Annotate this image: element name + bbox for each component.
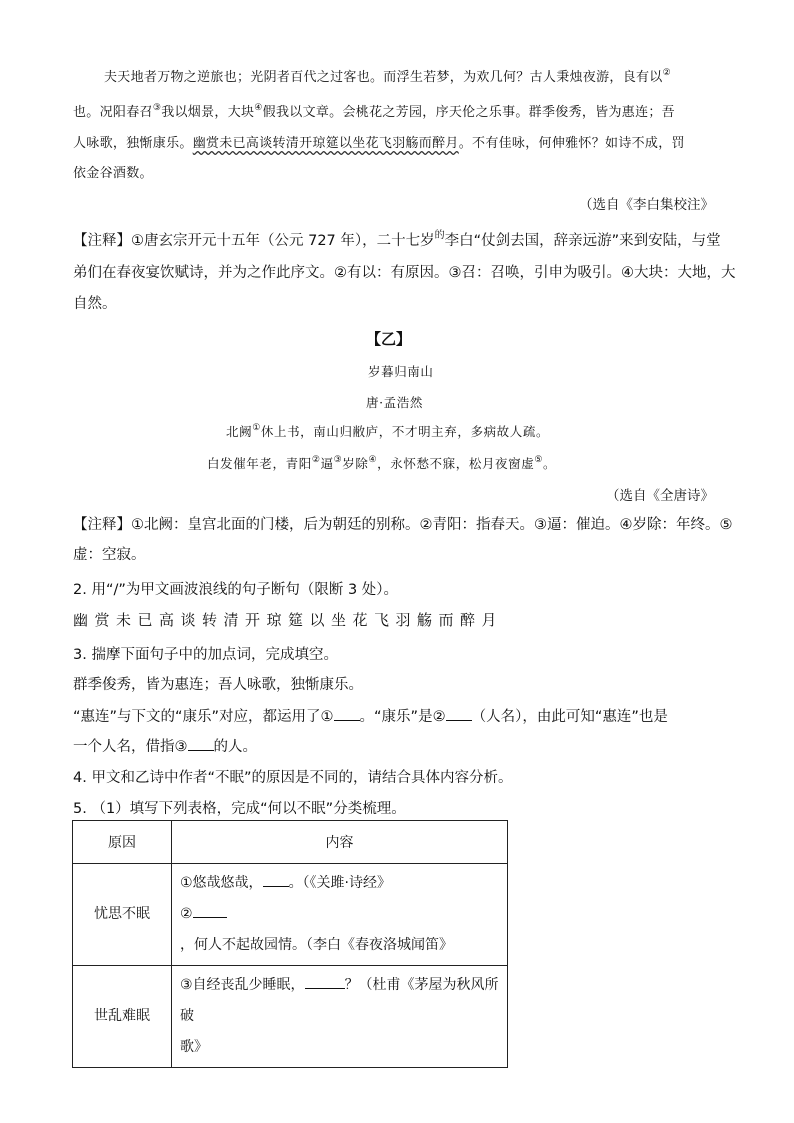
question-3-fill-line-2 (73, 735, 257, 756)
jia-text: 假我以文章。会桃花之芳园，序天伦之乐事。群季俊秀，皆为惠连；吾 (262, 105, 675, 120)
note-text: 【注释】①唐玄宗开元十五年（公元 727 年），二十七岁 (73, 232, 435, 249)
yi-source: （选自《全唐诗》 (606, 488, 714, 504)
answer-blank-2[interactable] (446, 706, 472, 721)
poem-text: 逼 (320, 456, 334, 471)
table-row-2-line-2: 歌》 (180, 1039, 208, 1055)
fill-text: “惠连”与下文的“康乐”对应，都运用了① (73, 709, 334, 725)
poem-text: 北阙 (226, 424, 253, 439)
table-row-1-reason: 忧思不眠 (73, 864, 172, 966)
poem-line-1 (226, 422, 549, 440)
table-header-row (73, 821, 508, 864)
footnote-marker: ③ (152, 102, 162, 113)
fill-text: 的人。 (213, 739, 257, 755)
table-row-2-content (172, 966, 508, 1068)
table-header-content: 内容 (172, 821, 508, 864)
note1-line-2: 弟们在春夜宴饮赋诗，并为之作此序文。②有以：有原因。③召：召唤，引申为吸引。④大块：大地，大 (73, 265, 736, 281)
footnote-marker: ④ (368, 454, 378, 465)
note1-line-3: 自然。 (73, 296, 117, 312)
poem-text: 休上书，南山归敝庐，不才明主弃，多病故人疏。 (260, 424, 550, 439)
cell-text: ② (180, 906, 193, 922)
fill-text: （人名），由此可知“惠连”也是 (471, 709, 668, 725)
wavy-underlined-sentence: 幽赏未已高谈转清开琼筵以坐花飞羽觞而醉月 (192, 136, 459, 151)
poem-text: 白发催年老，青阳 (207, 456, 312, 471)
footnote-marker: ① (252, 422, 261, 433)
poem-title: 岁暮归南山 (368, 364, 434, 379)
jia-text: 我以烟景，大块 (161, 105, 255, 120)
question-2-characters: 幽赏未已高谈转清开琼筵以坐花飞羽觞而醉月 (73, 611, 504, 629)
question-3-fill-line-1 (73, 705, 668, 726)
answer-blank-6[interactable] (305, 974, 345, 989)
question-3: 3. 揣摩下面句子中的加点词，完成填空。 (73, 647, 338, 663)
table-row (73, 966, 508, 1068)
answer-blank-5[interactable] (193, 903, 227, 918)
jia-text: 也。况阳春召 (73, 105, 153, 120)
question-5: 5. （1）填写下列表格，完成“何以不眠”分类梳理。 (73, 801, 406, 817)
footnote-marker: ④ (254, 102, 263, 113)
poem-author: 唐·孟浩然 (366, 395, 423, 410)
table-row (73, 864, 508, 966)
classification-table (72, 820, 508, 1068)
question-4: 4. 甲文和乙诗中作者“不眠”的原因是不同的，请结合具体内容分析。 (73, 770, 513, 786)
table-row-2-line-1 (180, 970, 499, 1032)
note2-line-1: 【注释】①北阙：皇宫北面的门楼，后为朝廷的别称。②青阳：指春天。③逼：催迫。④岁除：年终。⑤ (73, 517, 733, 533)
cell-text: ，何人不起故园情。（李白《春夜洛城闻笛》 (180, 937, 453, 953)
table-row-1-line-2 (180, 899, 499, 961)
fill-text: 。“康乐”是② (359, 709, 446, 725)
jia-source: （选自《李白集校注》 (579, 197, 714, 213)
jia-text: 。不有佳咏，何伸雅怀？如诗不成，罚 (458, 136, 685, 151)
answer-blank-3[interactable] (188, 736, 214, 751)
footnote-marker: ③ (333, 454, 343, 465)
jia-line-1 (104, 66, 671, 85)
table-row-1-content (172, 864, 508, 966)
footnote-marker: ② (311, 454, 321, 465)
cell-text: 。（《关雎·诗经》 (288, 875, 392, 891)
footnote-marker: ② (662, 67, 671, 78)
table-row-1-line-1 (180, 868, 499, 899)
jia-text: 夫天地者万物之逆旅也；光阴者百代之过客也。而浮生若梦，为欢几何？古人秉烛夜游，良有以 (104, 70, 663, 85)
question-2: 2. 用“/”为甲文画波浪线的句子断句（限断 3 处）。 (73, 582, 399, 598)
poem-line-2 (207, 454, 556, 472)
note-text: 李白“仗剑去国，辞亲远游”来到安陆，与堂 (444, 232, 721, 249)
poem-text: 岁除 (342, 456, 369, 471)
poem-text: 。 (543, 456, 557, 471)
jia-line-4: 依金谷酒数。 (73, 166, 153, 181)
note2-line-2: 虚：空寂。 (73, 547, 146, 563)
jia-line-2 (73, 101, 675, 120)
yi-heading: 【乙】 (366, 330, 412, 348)
table-header-reason: 原因 (73, 821, 172, 864)
note1-line-1 (73, 232, 721, 248)
footnote-marker: ⑤ (534, 454, 544, 465)
answer-blank-4[interactable] (263, 872, 289, 887)
table-row-2-reason: 世乱难眠 (73, 966, 172, 1068)
cell-text: ③自经丧乱少睡眠， (180, 977, 305, 993)
poem-text: ，永怀愁不寐，松月夜窗虚 (377, 456, 535, 471)
jia-text: 人咏歌，独惭康乐。 (73, 136, 193, 151)
cell-text: ①悠哉悠哉， (180, 875, 263, 891)
answer-blank-1[interactable] (334, 706, 360, 721)
superscript-char: 的 (434, 230, 445, 241)
fill-text: 一个人名，借指③ (73, 739, 188, 755)
jia-line-3 (73, 132, 685, 151)
cell-text: ？（杜甫《茅屋为秋风所破 (180, 977, 499, 1024)
question-3-sentence: 群季俊秀，皆为惠连；吾人咏歌，独惭康乐。 (73, 677, 363, 693)
